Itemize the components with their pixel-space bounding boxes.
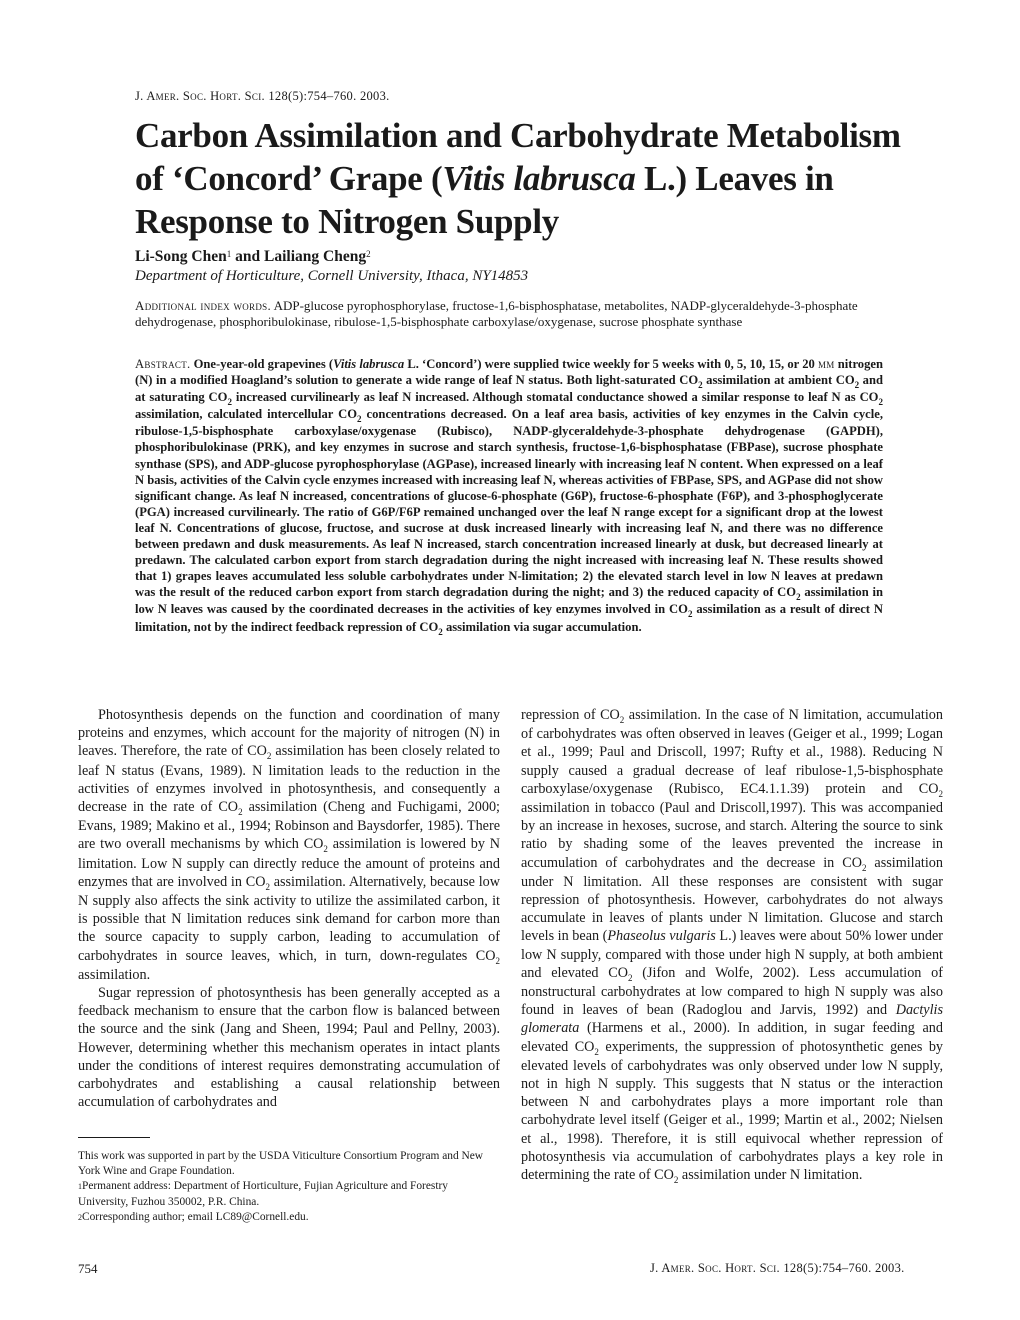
- index-words-text: ADP-glucose pyrophosphorylase, fructose-1,6-bisphosphatase, metabolites, NADP-glyceraldehyde-3-phosphate dehydrogenase, phosphoribulokinase, ribulose-1,5-bisphosphate carboxylase/oxygenase, sucrose phosphate synthase: [135, 298, 858, 329]
- subscript: 2: [357, 414, 362, 425]
- footnotes: [78, 1149, 498, 1225]
- body-text: Photosynthesis depends on the function and coordination of many proteins and enzymes, which account for the majority of nitrogen (N) in leaves. Therefore, the rate of CO: [78, 707, 500, 760]
- footnote-mark: 2: [78, 1212, 82, 1222]
- abstract-text: assimilation in low N leaves was caused by the coordinated decreases in the activities of key enzymes involved in CO: [135, 585, 883, 617]
- index-words: [135, 298, 883, 330]
- body-text: assimilation. Alternatively, because low N supply also affects the sink activity to utilize the assimilated carbon, it is possible that N limitation reduces sink demand for carbon more than the source capacity to supply carbon, leading to accumulation of carbohydrates in source leaves, which, in turn, down-regulates CO: [78, 873, 500, 964]
- abstract-unit: mm: [817, 357, 835, 371]
- author-name: Lailiang Cheng: [264, 248, 367, 265]
- subscript: 2: [687, 609, 693, 620]
- author-footnote-mark: 2: [366, 249, 371, 259]
- body-text: assimilation has been closely related to leaf N status (Evans, 1989). N limitation leads to the reduction in the activities of enzymes involved in photosynthesis, and consequently a decrease in the rate of CO: [78, 743, 501, 816]
- body-paragraph: [521, 706, 943, 1185]
- abstract-text: assimilation at ambient CO: [702, 373, 855, 388]
- footnote-text: Permanent address: Department of Horticulture, Fujian Agriculture and Forestry University, Fuzhou 350002, P.R. China.: [78, 1180, 448, 1208]
- subscript: 2: [265, 881, 270, 892]
- body-text: (Jifon and Wolfe, 2002). Less accumulation of nonstructural carbohydrates at low compared to high N supply was also found in leaves of bean (Radoglou and Jarvis, 1992) and: [521, 964, 943, 1019]
- body-text: (Harmens et al., 2000). In addition, in sugar feeding and elevated CO: [521, 1020, 943, 1055]
- author-conjunction: and: [231, 248, 264, 265]
- abstract-text: nitrogen (N) in a modified Hoagland’s solution to generate a wide range of leaf N status. Both light-saturated CO: [135, 357, 883, 388]
- species-name: Phaseolus vulgaris: [607, 928, 716, 945]
- body-text: assimilation under N limitation.: [678, 1167, 863, 1184]
- body-text: experiments, the suppression of photosynthetic genes by elevated levels of carbohydrates was only observed under low N supply, not in high N supply. This suggests that N status or the interaction between N and carbohydrates plays a more important role than carbohydrate level itself (Geiger et al., 1999; Martin et al., 2002; Nielsen et al., 1998). Therefore, it is still equivocal whether repression of photosynthesis via accumulation of carbohydrates plays a key role in determining the rate of CO: [521, 1038, 944, 1184]
- subscript: 2: [619, 715, 625, 725]
- body-text: assimilation in tobacco (Paul and Driscoll,1997). This was accompanied by an increase in hexoses, sucrose, and starch. Altering the source to sink ratio by shading some of the leaves prevented the increase in accumulation of carbohydrates and the decrease in CO: [521, 800, 943, 871]
- abstract-text: assimilation, calculated intercellular CO: [135, 407, 358, 422]
- subscript: 2: [227, 397, 232, 408]
- body-text: assimilation is lowered by N limitation. Low N supply can directly reduce the amount of proteins and enzymes that are involved in CO: [78, 836, 500, 890]
- body-text: assimilation (Cheng and Fuchigami, 2000; Evans, 1989; Makino et al., 1994; Robinson and Baysdorfer, 1985). There are two overall mechanisms by which CO: [78, 799, 500, 853]
- affiliation: Department of Horticulture, Cornell University, Ithaca, NY14853: [135, 268, 529, 284]
- body-paragraph: Sugar repression of photosynthesis has been generally accepted as a feedback mechanism to ensure that the carbon flow is balanced between the source and the sink (Jang and Sheen, 1994; Paul and Pellny, 2003). However, determining whether this mechanism operates in intact plants under the conditions of interest requires demonstrating accumulation of carbohydrates and establishing a causal relationship between accumulation of carbohydrates and: [78, 985, 500, 1111]
- subscript: 2: [861, 862, 867, 873]
- body-text: assimilation under N limitation. All these responses are consistent with sugar repression of photosynthesis. However, carbohydrates do not always accumulate in leaves of plants under N limitation. Glucose and starch levels in bean (: [521, 854, 943, 945]
- title-line-3: Response to Nitrogen Supply: [135, 202, 559, 241]
- abstract-text: L. ‘Concord’) were supplied twice weekly for 5 weeks with 0, 5, 10, 15, or 20: [404, 357, 818, 371]
- subscript: 2: [438, 626, 443, 637]
- running-header: J. Amer. Soc. Hort. Sci. 128(5):754–760. 2003.: [135, 89, 390, 103]
- abstract: [135, 356, 883, 636]
- species-name: Dactylis glomerata: [521, 1002, 943, 1037]
- body-column-left: [78, 706, 500, 1111]
- body-text: L.) leaves were about 50% lower under low N supply, compared with those under high N supply, at both ambient and elevated CO: [521, 928, 943, 981]
- subscript: 2: [796, 592, 801, 603]
- author-footnote-mark: 1: [226, 249, 232, 259]
- subscript: 2: [495, 955, 500, 966]
- abstract-text: concentrations decreased. On a leaf area basis, activities of key enzymes in the Calvin cycle, ribulose-1,5-bisphosphate carboxylase/oxygenase (Rubisco), NADP-glyceraldehyde-3-phosphate dehydrogenase (GAPDH), phosphoribulokinase (PRK), and key enzymes in sucrose and starch synthesis, fructose-1,6-bisphosphatase (FBPase), sucrose phosphate synthase (SPS), and ADP-glucose pyrophosphorylase (AGPase), increased linearly with increasing leaf N content. When expressed on a leaf N basis, activities of the Calvin cycle enzymes increased with increasing leaf N, whereas activities of FBPase, SPS, and AGPase did not show significant change. As leaf N increased, concentrations of glucose-6-phosphate (G6P), fructose-6-phosphate (F6P), and 3-phosphoglycerate (PGA) increased curvilinearly. The ratio of G6P/F6P remained unchanged over the leaf N range except for a significant drop at the lowest leaf N. Concentrations of glucose, fructose, and sucrose at dusk increased linearly with increasing leaf N, and there was no difference between predawn and dusk measurements. As leaf N increased, starch concentration increased linearly at dusk, but decreased linearly at predawn. The calculated carbon export from starch degradation during the night increased with increasing leaf N. These results showed that 1) grapes leaves accumulated less soluble carbohydrates under N-limitation; 2) the elevated starch level in low N leaves at predawn was the result of the reduced carbon export from starch degradation during the night; and 3) the reduced capacity of CO: [135, 407, 883, 600]
- body-text: repression of CO: [521, 707, 620, 723]
- subscript: 2: [673, 1175, 679, 1186]
- running-footer: J. Amer. Soc. Hort. Sci. 128(5):754–760. 2003.: [650, 1261, 905, 1275]
- subscript: 2: [323, 844, 328, 855]
- footnote: [78, 1179, 498, 1209]
- abstract-text: assimilation as a result of direct N limitation, not by the indirect feedback repression of CO: [135, 602, 883, 634]
- abstract-species: Vitis labrusca: [333, 357, 405, 371]
- title-line-1: Carbon Assimilation and Carbohydrate Metabolism: [135, 116, 901, 155]
- abstract-text: increased curvilinearly as leaf N increased. Although stomatal conductance showed a similar response to leaf N as CO: [231, 390, 879, 405]
- author-name: Li-Song Chen: [135, 248, 227, 265]
- footnote-mark: 1: [78, 1182, 82, 1192]
- subscript: 2: [698, 380, 703, 391]
- body-paragraph: [78, 706, 500, 984]
- body-text: assimilation.: [78, 966, 151, 983]
- footnote: [78, 1210, 498, 1225]
- abstract-text: assimilation via sugar accumulation.: [442, 619, 642, 634]
- title-species: Vitis labrusca: [442, 159, 636, 198]
- author-list: [135, 248, 371, 266]
- article-title: [135, 114, 925, 243]
- index-words-label: Additional index words.: [135, 298, 272, 313]
- title-line-2a: of ‘Concord’ Grape (: [135, 159, 443, 198]
- subscript: 2: [878, 397, 883, 408]
- subscript: 2: [266, 751, 272, 762]
- abstract-text: One-year-old grapevines (: [190, 357, 334, 371]
- abstract-text: and at saturating CO: [135, 373, 883, 405]
- title-line-2b: L.) Leaves in: [635, 159, 834, 198]
- page-number: 754: [78, 1261, 98, 1276]
- subscript: 2: [938, 788, 943, 799]
- footnote: This work was supported in part by the USDA Viticulture Consortium Program and New York Wine and Grape Foundation.: [78, 1150, 484, 1178]
- body-column-right: [521, 706, 943, 1185]
- footnote-divider: [78, 1137, 150, 1138]
- abstract-label: Abstract.: [135, 357, 191, 371]
- subscript: 2: [854, 380, 860, 391]
- body-text: assimilation. In the case of N limitation, accumulation of carbohydrates was often observed in leaves (Geiger et al., 1999; Logan et al., 1999; Paul and Driscoll, 1997; Rufty et al., 1988). Reducing N supply caused a gradual decrease of leaf ribulose-1,5-bisphosphate carboxylase/oxygenase (Rubisco, EC4.1.1.39) protein and CO: [521, 707, 943, 797]
- subscript: 2: [628, 972, 633, 983]
- subscript: 2: [238, 807, 243, 818]
- footnote-text: Corresponding author; email LC89@Cornell.edu.: [82, 1210, 309, 1223]
- subscript: 2: [594, 1046, 599, 1057]
